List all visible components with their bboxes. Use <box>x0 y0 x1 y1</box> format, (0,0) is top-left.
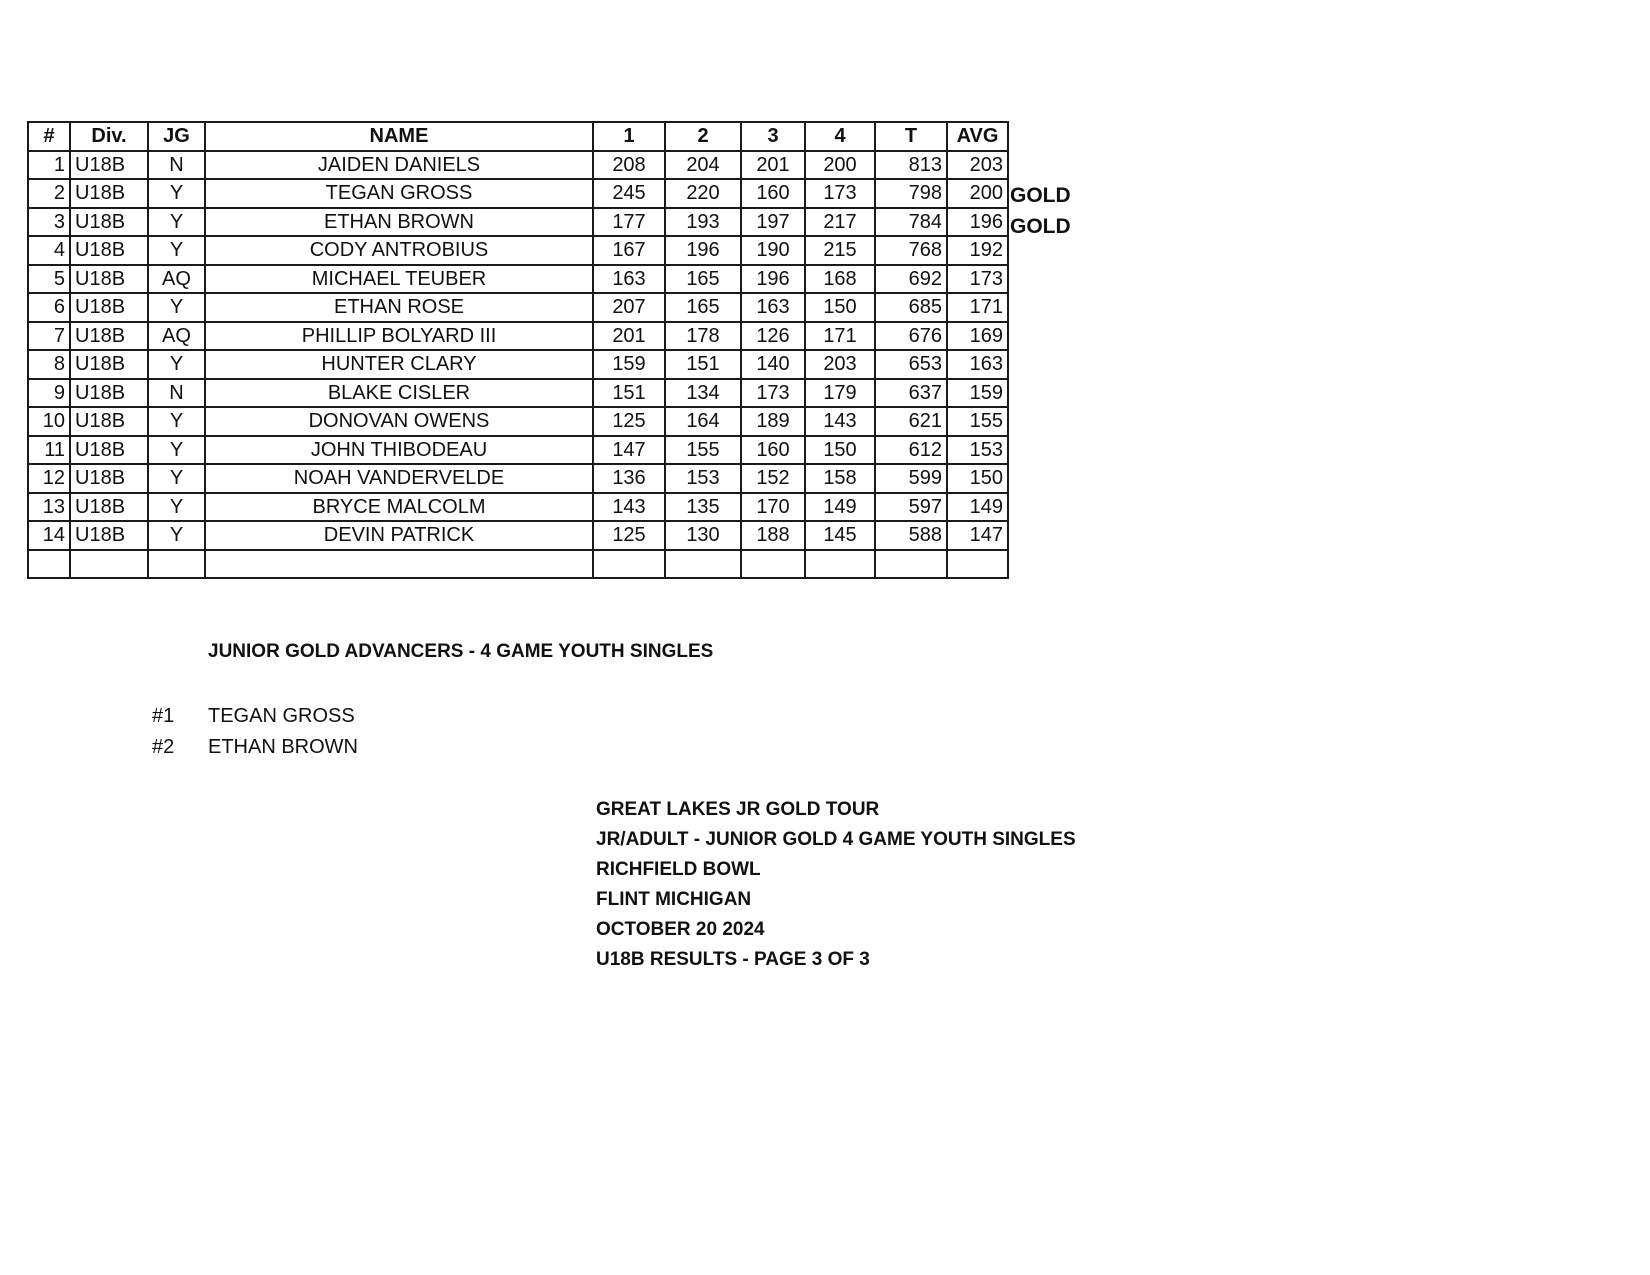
game-2-cell: 220 <box>665 179 741 208</box>
advancers-title: JUNIOR GOLD ADVANCERS - 4 GAME YOUTH SINGLES <box>208 641 714 662</box>
rank-cell: 7 <box>28 322 70 351</box>
col-header-avg: AVG <box>947 122 1008 151</box>
jg-cell: AQ <box>148 322 205 351</box>
empty-cell <box>148 550 205 579</box>
jg-cell: Y <box>148 236 205 265</box>
game-3-cell: 140 <box>741 350 805 379</box>
rank-cell: 10 <box>28 407 70 436</box>
game-2-cell: 153 <box>665 464 741 493</box>
empty-cell <box>28 550 70 579</box>
table-row <box>28 322 1008 351</box>
game-3-cell: 196 <box>741 265 805 294</box>
empty-cell <box>741 550 805 579</box>
name-cell: ETHAN BROWN <box>205 208 593 237</box>
avg-cell: 150 <box>947 464 1008 493</box>
div-cell: U18B <box>70 436 148 465</box>
game-4-cell: 179 <box>805 379 875 408</box>
total-cell: 588 <box>875 521 947 550</box>
rank-cell: 12 <box>28 464 70 493</box>
game-1-cell: 151 <box>593 379 665 408</box>
game-2-cell: 193 <box>665 208 741 237</box>
event-venue: RICHFIELD BOWL <box>596 859 761 880</box>
event-title: JR/ADULT - JUNIOR GOLD 4 GAME YOUTH SINGLES <box>596 829 1076 850</box>
jg-cell: Y <box>148 521 205 550</box>
name-cell: BRYCE MALCOLM <box>205 493 593 522</box>
avg-cell: 159 <box>947 379 1008 408</box>
table-row <box>28 521 1008 550</box>
rank-cell: 2 <box>28 179 70 208</box>
rank-cell: 11 <box>28 436 70 465</box>
advancer-rank: #2 <box>152 736 175 758</box>
game-4-cell: 150 <box>805 436 875 465</box>
col-header-game-3: 3 <box>741 122 805 151</box>
game-1-cell: 136 <box>593 464 665 493</box>
div-cell: U18B <box>70 151 148 180</box>
table-row <box>28 436 1008 465</box>
empty-cell <box>947 550 1008 579</box>
game-2-cell: 164 <box>665 407 741 436</box>
rank-cell: 6 <box>28 293 70 322</box>
name-cell: DEVIN PATRICK <box>205 521 593 550</box>
avg-cell: 163 <box>947 350 1008 379</box>
game-4-cell: 150 <box>805 293 875 322</box>
total-cell: 784 <box>875 208 947 237</box>
jg-cell: Y <box>148 464 205 493</box>
game-2-cell: 196 <box>665 236 741 265</box>
avg-cell: 196 <box>947 208 1008 237</box>
game-2-cell: 165 <box>665 293 741 322</box>
col-header-total: T <box>875 122 947 151</box>
jg-cell: Y <box>148 208 205 237</box>
game-4-cell: 143 <box>805 407 875 436</box>
game-1-cell: 125 <box>593 407 665 436</box>
game-4-cell: 215 <box>805 236 875 265</box>
col-header-game-1: 1 <box>593 122 665 151</box>
col-header-game-4: 4 <box>805 122 875 151</box>
total-cell: 692 <box>875 265 947 294</box>
game-4-cell: 145 <box>805 521 875 550</box>
game-1-cell: 245 <box>593 179 665 208</box>
avg-cell: 153 <box>947 436 1008 465</box>
header-row <box>28 122 1008 151</box>
div-cell: U18B <box>70 521 148 550</box>
name-cell: DONOVAN OWENS <box>205 407 593 436</box>
div-cell: U18B <box>70 236 148 265</box>
avg-cell: 169 <box>947 322 1008 351</box>
advancer-name: ETHAN BROWN <box>208 736 358 758</box>
empty-cell <box>205 550 593 579</box>
table-row <box>28 350 1008 379</box>
jg-cell: Y <box>148 436 205 465</box>
empty-cell <box>805 550 875 579</box>
game-2-cell: 155 <box>665 436 741 465</box>
jg-cell: N <box>148 151 205 180</box>
name-cell: NOAH VANDERVELDE <box>205 464 593 493</box>
name-cell: HUNTER CLARY <box>205 350 593 379</box>
table-row <box>28 208 1008 237</box>
table-row <box>28 293 1008 322</box>
game-1-cell: 177 <box>593 208 665 237</box>
table-row <box>28 464 1008 493</box>
game-4-cell: 173 <box>805 179 875 208</box>
game-3-cell: 160 <box>741 179 805 208</box>
game-2-cell: 151 <box>665 350 741 379</box>
table-row <box>28 493 1008 522</box>
game-1-cell: 147 <box>593 436 665 465</box>
rank-cell: 5 <box>28 265 70 294</box>
game-4-cell: 149 <box>805 493 875 522</box>
game-3-cell: 160 <box>741 436 805 465</box>
div-cell: U18B <box>70 208 148 237</box>
name-cell: PHILLIP BOLYARD III <box>205 322 593 351</box>
game-3-cell: 163 <box>741 293 805 322</box>
game-2-cell: 135 <box>665 493 741 522</box>
div-cell: U18B <box>70 464 148 493</box>
total-cell: 621 <box>875 407 947 436</box>
table-row <box>28 151 1008 180</box>
div-cell: U18B <box>70 407 148 436</box>
game-1-cell: 207 <box>593 293 665 322</box>
gold-qualifier-badge: GOLD <box>1010 184 1071 207</box>
results-table <box>27 121 1009 579</box>
avg-cell: 173 <box>947 265 1008 294</box>
game-3-cell: 189 <box>741 407 805 436</box>
name-cell: JAIDEN DANIELS <box>205 151 593 180</box>
name-cell: TEGAN GROSS <box>205 179 593 208</box>
total-cell: 813 <box>875 151 947 180</box>
game-4-cell: 171 <box>805 322 875 351</box>
game-2-cell: 204 <box>665 151 741 180</box>
total-cell: 676 <box>875 322 947 351</box>
div-cell: U18B <box>70 293 148 322</box>
event-city: FLINT MICHIGAN <box>596 889 752 910</box>
game-3-cell: 188 <box>741 521 805 550</box>
name-cell: BLAKE CISLER <box>205 379 593 408</box>
event-page: U18B RESULTS - PAGE 3 OF 3 <box>596 949 870 970</box>
game-3-cell: 173 <box>741 379 805 408</box>
empty-row <box>28 550 1008 579</box>
empty-cell <box>593 550 665 579</box>
event-tour: GREAT LAKES JR GOLD TOUR <box>596 799 880 820</box>
game-4-cell: 203 <box>805 350 875 379</box>
div-cell: U18B <box>70 493 148 522</box>
name-cell: MICHAEL TEUBER <box>205 265 593 294</box>
name-cell: JOHN THIBODEAU <box>205 436 593 465</box>
game-1-cell: 201 <box>593 322 665 351</box>
jg-cell: Y <box>148 350 205 379</box>
total-cell: 599 <box>875 464 947 493</box>
game-1-cell: 125 <box>593 521 665 550</box>
empty-cell <box>70 550 148 579</box>
table-row <box>28 179 1008 208</box>
jg-cell: Y <box>148 407 205 436</box>
total-cell: 768 <box>875 236 947 265</box>
jg-cell: Y <box>148 179 205 208</box>
game-1-cell: 208 <box>593 151 665 180</box>
div-cell: U18B <box>70 265 148 294</box>
avg-cell: 192 <box>947 236 1008 265</box>
div-cell: U18B <box>70 179 148 208</box>
avg-cell: 147 <box>947 521 1008 550</box>
game-1-cell: 163 <box>593 265 665 294</box>
rank-cell: 14 <box>28 521 70 550</box>
name-cell: ETHAN ROSE <box>205 293 593 322</box>
col-header-game-2: 2 <box>665 122 741 151</box>
game-3-cell: 170 <box>741 493 805 522</box>
total-cell: 597 <box>875 493 947 522</box>
total-cell: 798 <box>875 179 947 208</box>
total-cell: 685 <box>875 293 947 322</box>
game-2-cell: 178 <box>665 322 741 351</box>
game-2-cell: 165 <box>665 265 741 294</box>
game-1-cell: 143 <box>593 493 665 522</box>
col-header-div: Div. <box>70 122 148 151</box>
jg-cell: AQ <box>148 265 205 294</box>
avg-cell: 203 <box>947 151 1008 180</box>
game-3-cell: 126 <box>741 322 805 351</box>
avg-cell: 171 <box>947 293 1008 322</box>
div-cell: U18B <box>70 379 148 408</box>
game-2-cell: 130 <box>665 521 741 550</box>
table-row <box>28 407 1008 436</box>
jg-cell: N <box>148 379 205 408</box>
rank-cell: 8 <box>28 350 70 379</box>
game-4-cell: 158 <box>805 464 875 493</box>
avg-cell: 200 <box>947 179 1008 208</box>
rank-cell: 9 <box>28 379 70 408</box>
game-1-cell: 167 <box>593 236 665 265</box>
col-header-name: NAME <box>205 122 593 151</box>
advancer-rank: #1 <box>152 705 175 727</box>
table-row <box>28 236 1008 265</box>
game-4-cell: 168 <box>805 265 875 294</box>
jg-cell: Y <box>148 293 205 322</box>
empty-cell <box>875 550 947 579</box>
results-body <box>28 151 1008 579</box>
rank-cell: 4 <box>28 236 70 265</box>
rank-cell: 3 <box>28 208 70 237</box>
total-cell: 653 <box>875 350 947 379</box>
game-3-cell: 190 <box>741 236 805 265</box>
rank-cell: 1 <box>28 151 70 180</box>
event-date: OCTOBER 20 2024 <box>596 919 765 940</box>
name-cell: CODY ANTROBIUS <box>205 236 593 265</box>
div-cell: U18B <box>70 322 148 351</box>
total-cell: 637 <box>875 379 947 408</box>
game-4-cell: 200 <box>805 151 875 180</box>
gold-qualifier-badge: GOLD <box>1010 214 1071 238</box>
col-header-rank: # <box>28 122 70 151</box>
avg-cell: 155 <box>947 407 1008 436</box>
table-row <box>28 379 1008 408</box>
game-3-cell: 152 <box>741 464 805 493</box>
avg-cell: 149 <box>947 493 1008 522</box>
event-info <box>596 795 1076 975</box>
game-3-cell: 201 <box>741 151 805 180</box>
game-4-cell: 217 <box>805 208 875 237</box>
empty-cell <box>665 550 741 579</box>
jg-cell: Y <box>148 493 205 522</box>
advancer-name: TEGAN GROSS <box>208 705 355 727</box>
div-cell: U18B <box>70 350 148 379</box>
game-1-cell: 159 <box>593 350 665 379</box>
rank-cell: 13 <box>28 493 70 522</box>
total-cell: 612 <box>875 436 947 465</box>
game-2-cell: 134 <box>665 379 741 408</box>
col-header-jg: JG <box>148 122 205 151</box>
table-row <box>28 265 1008 294</box>
game-3-cell: 197 <box>741 208 805 237</box>
